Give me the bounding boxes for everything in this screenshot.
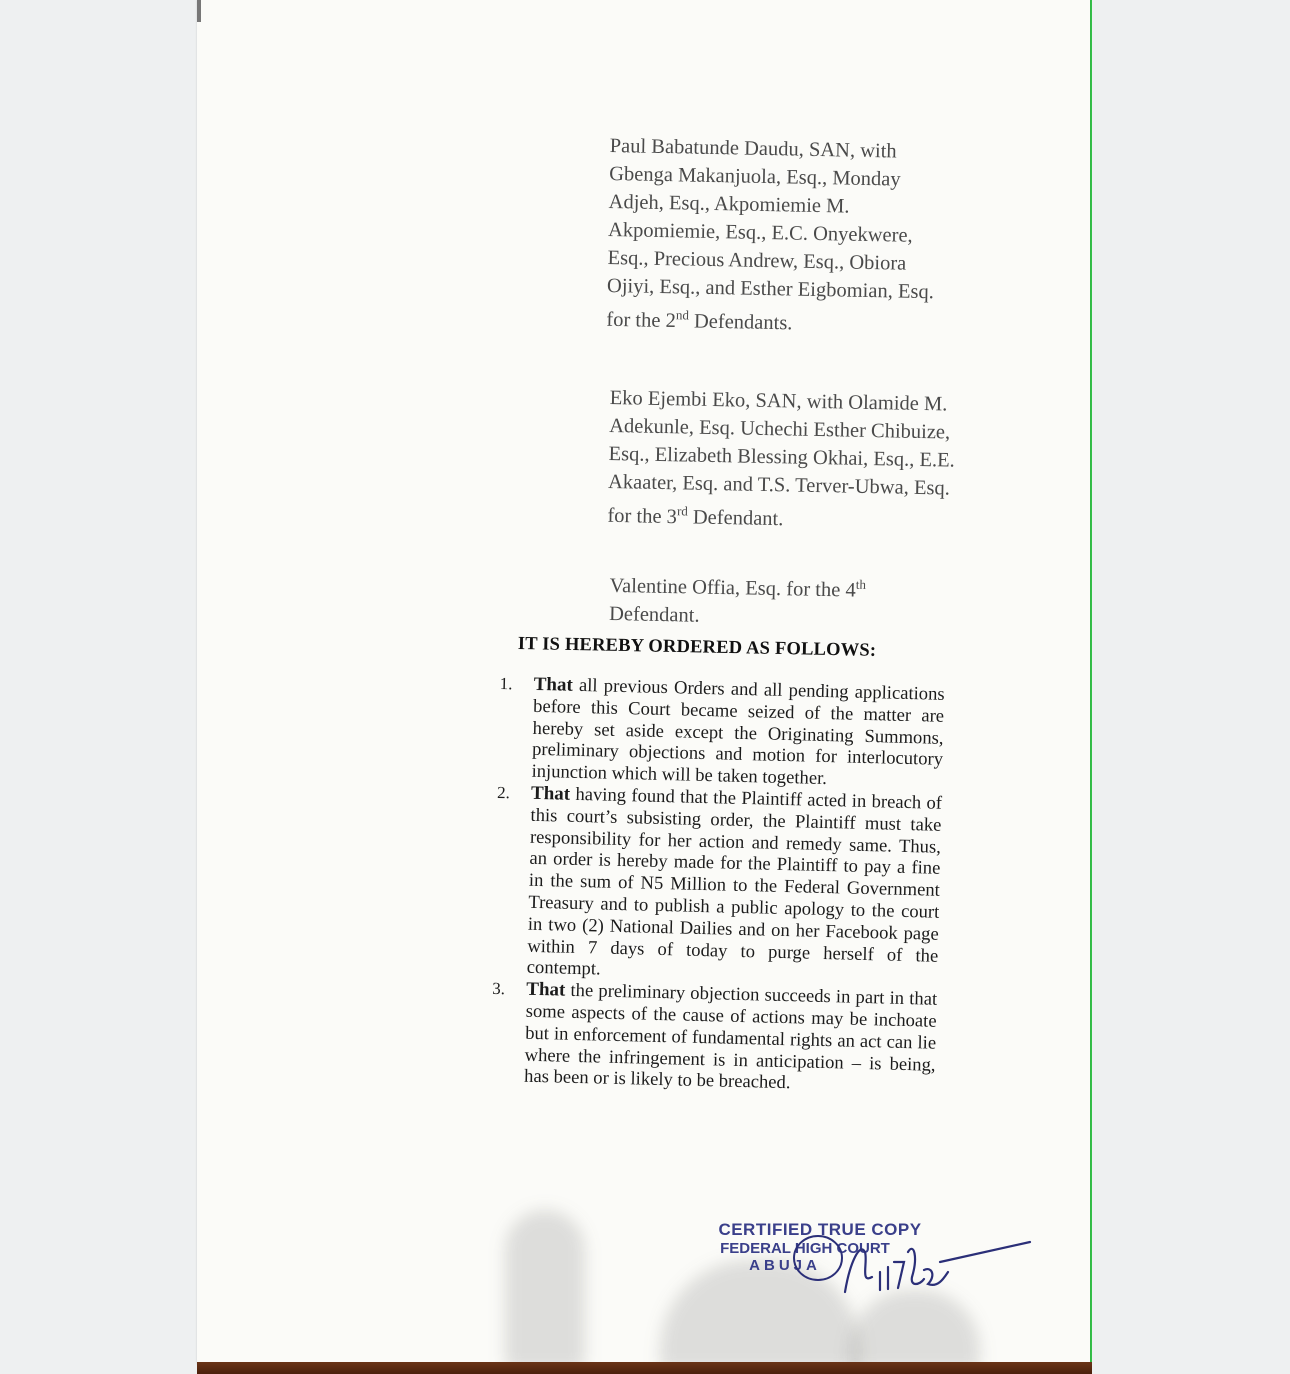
finger-shadow	[505, 1210, 585, 1370]
order-text: the preliminary objection succeeds in part in that some aspects of the cause of actions may be inchoate but in enforcement of fundamental rights an act can lie where the infringement is in anticipation – is being, has been or is likely to be breached.	[523, 979, 938, 1094]
page-corner-shadow	[197, 0, 201, 22]
order-item	[493, 782, 943, 989]
order-lead: That	[526, 978, 566, 1001]
signature	[790, 1222, 1040, 1302]
order-number: 3.	[492, 979, 506, 999]
stamp-line-2: FEDERAL HIGH COURT	[720, 1240, 890, 1257]
counsel-4th-defendant: Valentine Offia, Esq. for the 4th Defendant.	[608, 574, 867, 627]
stamp-line-3: ABUJA	[749, 1257, 821, 1274]
order-text: having found that the Plaintiff acted in breach of this court’s subsisting order, the Plaintiff must take responsibility for her action and remedy same. Thus, an order is hereby made for the Plaintiff to pay a fine in the sum of N5 Million to the Federal Government Treasury and to publish a public apology to the court in two (2) National Dailies and on her Facebook page within 7 days of today to purge herself of the contempt.	[526, 783, 943, 980]
order-item	[490, 978, 938, 1098]
order-item	[497, 673, 945, 793]
order-number: 2.	[496, 782, 511, 803]
order-number: 1.	[499, 673, 513, 694]
order-text: all previous Orders and all pending applications before this Court became seized of the matter are hereby set aside except the Originating Summons, preliminary objections and motion for interlocutory injunction which will be taken together.	[531, 674, 945, 790]
order-heading: IT IS HEREBY ORDERED AS FOLLOWS:	[517, 634, 877, 661]
order-lead: That	[530, 782, 571, 805]
viewer-border	[1090, 0, 1092, 1374]
order-lead: That	[533, 673, 574, 696]
counsel-2nd-defendants: Paul Babatunde Daudu, SAN, with Gbenga Makanjuola, Esq., Monday Adjeh, Esq., Akpomiemie M. Akpomiemie, Esq., E.C. Onyekwere, Esq., Precious Andrew, Esq., Obiora Ojiyi, Esq., and Esther Eigbomian, Esq. for the 2nd Defendants.	[606, 134, 935, 335]
order-list	[490, 673, 945, 1098]
counsel-3rd-defendant: Eko Ejembi Eko, SAN, with Olamide M. Adekunle, Esq. Uchechi Esther Chibuize, Esq., Elizabeth Blessing Okhai, Esq., E.E. Akaater, Esq. and T.S. Terver-Ubwa, Esq. for the 3rd Defendant.	[607, 386, 955, 531]
desk-edge	[197, 1362, 1092, 1374]
stamp-line-1: CERTIFIED TRUE COPY	[718, 1220, 922, 1239]
